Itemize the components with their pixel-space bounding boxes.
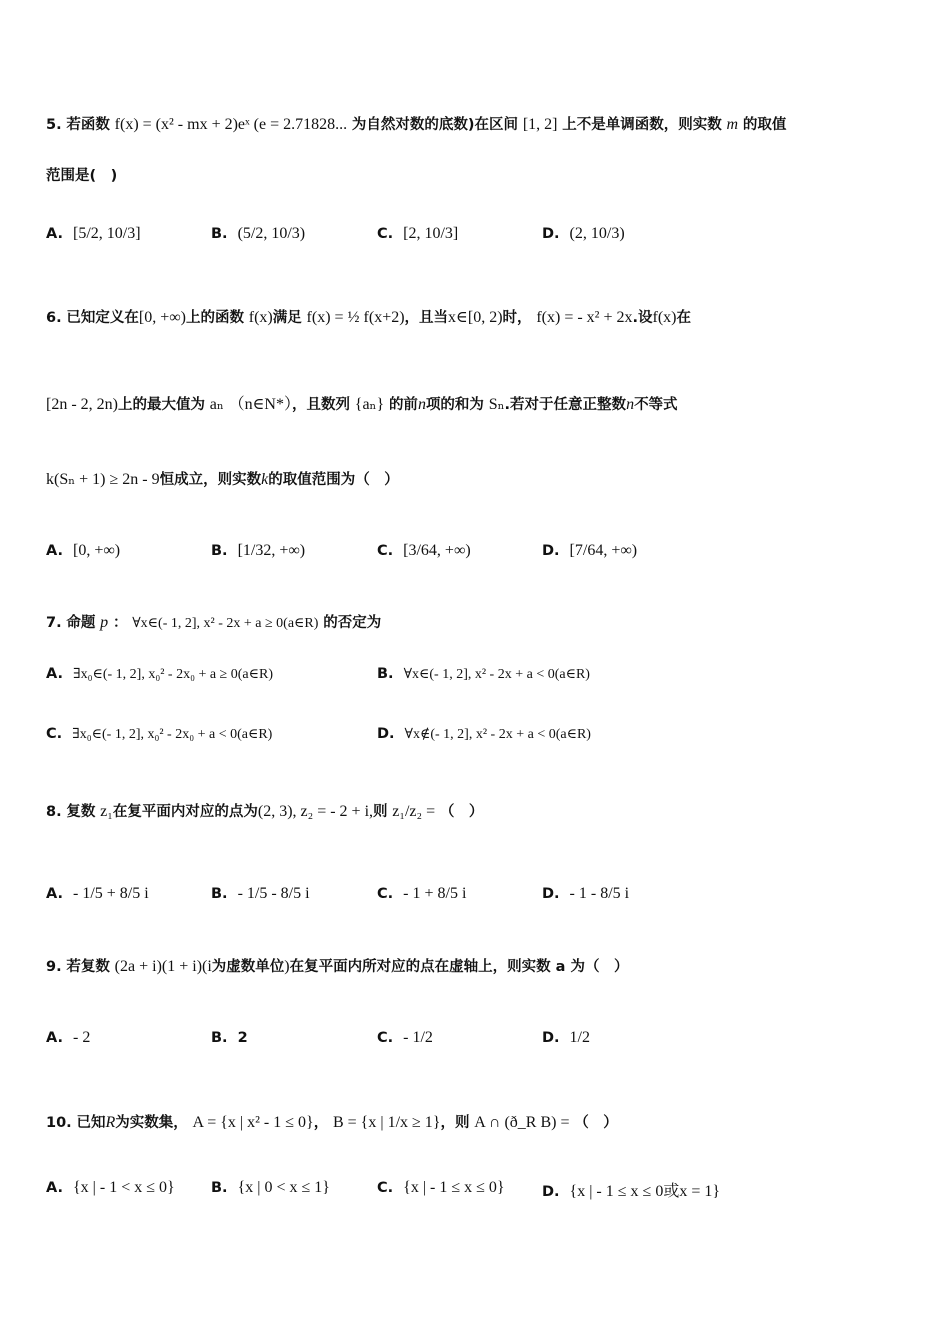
q6-number: 6. — [46, 310, 62, 326]
q6-option-d[interactable]: D. [7/64, +∞) — [542, 542, 638, 559]
q10-number: 10. — [46, 1115, 72, 1131]
q5-number: 5. — [46, 117, 62, 133]
q6-stem-line3: k(Sₙ + 1) ≥ 2n - 9恒成立，则实数k的取值范围为（ ） — [46, 471, 399, 488]
q5-stem: 5. 若函数 f(x) = (x² - mx + 2)eˣ (e = 2.71828... 为自然对数的底数)在区间 [1, 2] 上不是单调函数，则实数 m 的取值 — [46, 116, 787, 133]
q8-option-b[interactable]: B. - 1/5 - 8/5 i — [211, 885, 310, 902]
q7-proposition: ∀x∈(- 1, 2], x² - 2x + a ≥ 0(a∈R) — [132, 616, 319, 631]
q6-stem-line2: [2n - 2, 2n)上的最大值为 aₙ （n∈N*），且数列 {aₙ} 的前n项的和为 Sₙ.若对于任意正整数n不等式 — [46, 396, 678, 413]
q9-option-d[interactable]: D. 1/2 — [542, 1029, 590, 1046]
q8-number: 8. — [46, 804, 62, 820]
q8-option-a[interactable]: A. - 1/5 + 8/5 i — [46, 885, 149, 902]
q5-option-d[interactable]: D. (2, 10/3) — [542, 225, 625, 242]
q7-option-a[interactable]: A. ∃x₀∈(- 1, 2], x₀² - 2x₀ + a ≥ 0(a∈R) — [46, 666, 273, 682]
q10-option-a[interactable]: A. {x | - 1 < x ≤ 0} — [46, 1179, 175, 1196]
q9-number: 9. — [46, 959, 62, 975]
q8-option-c[interactable]: C. - 1 + 8/5 i — [377, 885, 467, 902]
q10-stem: 10. 已知R为实数集， A = {x | x² - 1 ≤ 0}， B = {x | 1/x ≥ 1}，则 A ∩ (ð_R B) = （ ） — [46, 1114, 618, 1131]
q10-option-d[interactable]: D. {x | - 1 ≤ x ≤ 0或x = 1} — [542, 1183, 721, 1200]
q8-option-d[interactable]: D. - 1 - 8/5 i — [542, 885, 630, 902]
q6-option-c[interactable]: C. [3/64, +∞) — [377, 542, 471, 559]
q7-option-d[interactable]: D. ∀x∉(- 1, 2], x² - 2x + a < 0(a∈R) — [377, 726, 591, 742]
q6-option-b[interactable]: B. [1/32, +∞) — [211, 542, 306, 559]
q5-option-b[interactable]: B. (5/2, 10/3) — [211, 225, 306, 242]
q5-option-a[interactable]: A. [5/2, 10/3] — [46, 225, 141, 242]
q6-option-a[interactable]: A. [0, +∞) — [46, 542, 121, 559]
q10-option-c[interactable]: C. {x | - 1 ≤ x ≤ 0} — [377, 1179, 505, 1196]
q7-option-b[interactable]: B. ∀x∈(- 1, 2], x² - 2x + a < 0(a∈R) — [377, 666, 590, 682]
q9-stem: 9. 若复数 (2a + i)(1 + i)(i为虚数单位)在复平面内所对应的点在虚轴上，则实数 a 为（ ） — [46, 958, 629, 975]
q7-option-c[interactable]: C. ∃x₀∈(- 1, 2], x₀² - 2x₀ + a < 0(a∈R) — [46, 726, 273, 742]
q5-function: f(x) = (x² - mx + 2)eˣ (e = 2.71828... — [114, 116, 348, 133]
q9-option-c[interactable]: C. - 1/2 — [377, 1029, 433, 1046]
q5-stem-line2: 范围是( ) — [46, 168, 118, 184]
q9-option-b[interactable]: B. 2 — [211, 1030, 248, 1046]
q8-stem: 8. 复数 z₁在复平面内对应的点为(2, 3), z₂ = - 2 + i,则 z₁/z₂ = （ ） — [46, 803, 484, 820]
q10-option-b[interactable]: B. {x | 0 < x ≤ 1} — [211, 1179, 330, 1196]
q6-stem: 6. 已知定义在[0, +∞)上的函数 f(x)满足 f(x) = ½ f(x+2)，且当x∈[0, 2)时， f(x) = - x² + 2x.设f(x)在 — [46, 309, 691, 326]
q7-number: 7. — [46, 615, 62, 631]
q9-option-a[interactable]: A. - 2 — [46, 1029, 91, 1046]
q5-option-c[interactable]: C. [2, 10/3] — [377, 225, 459, 242]
q5-interval: [1, 2] — [522, 116, 558, 133]
q7-stem: 7. 命题 p ： ∀x∈(- 1, 2], x² - 2x + a ≥ 0(a∈R) 的否定为 — [46, 614, 382, 631]
